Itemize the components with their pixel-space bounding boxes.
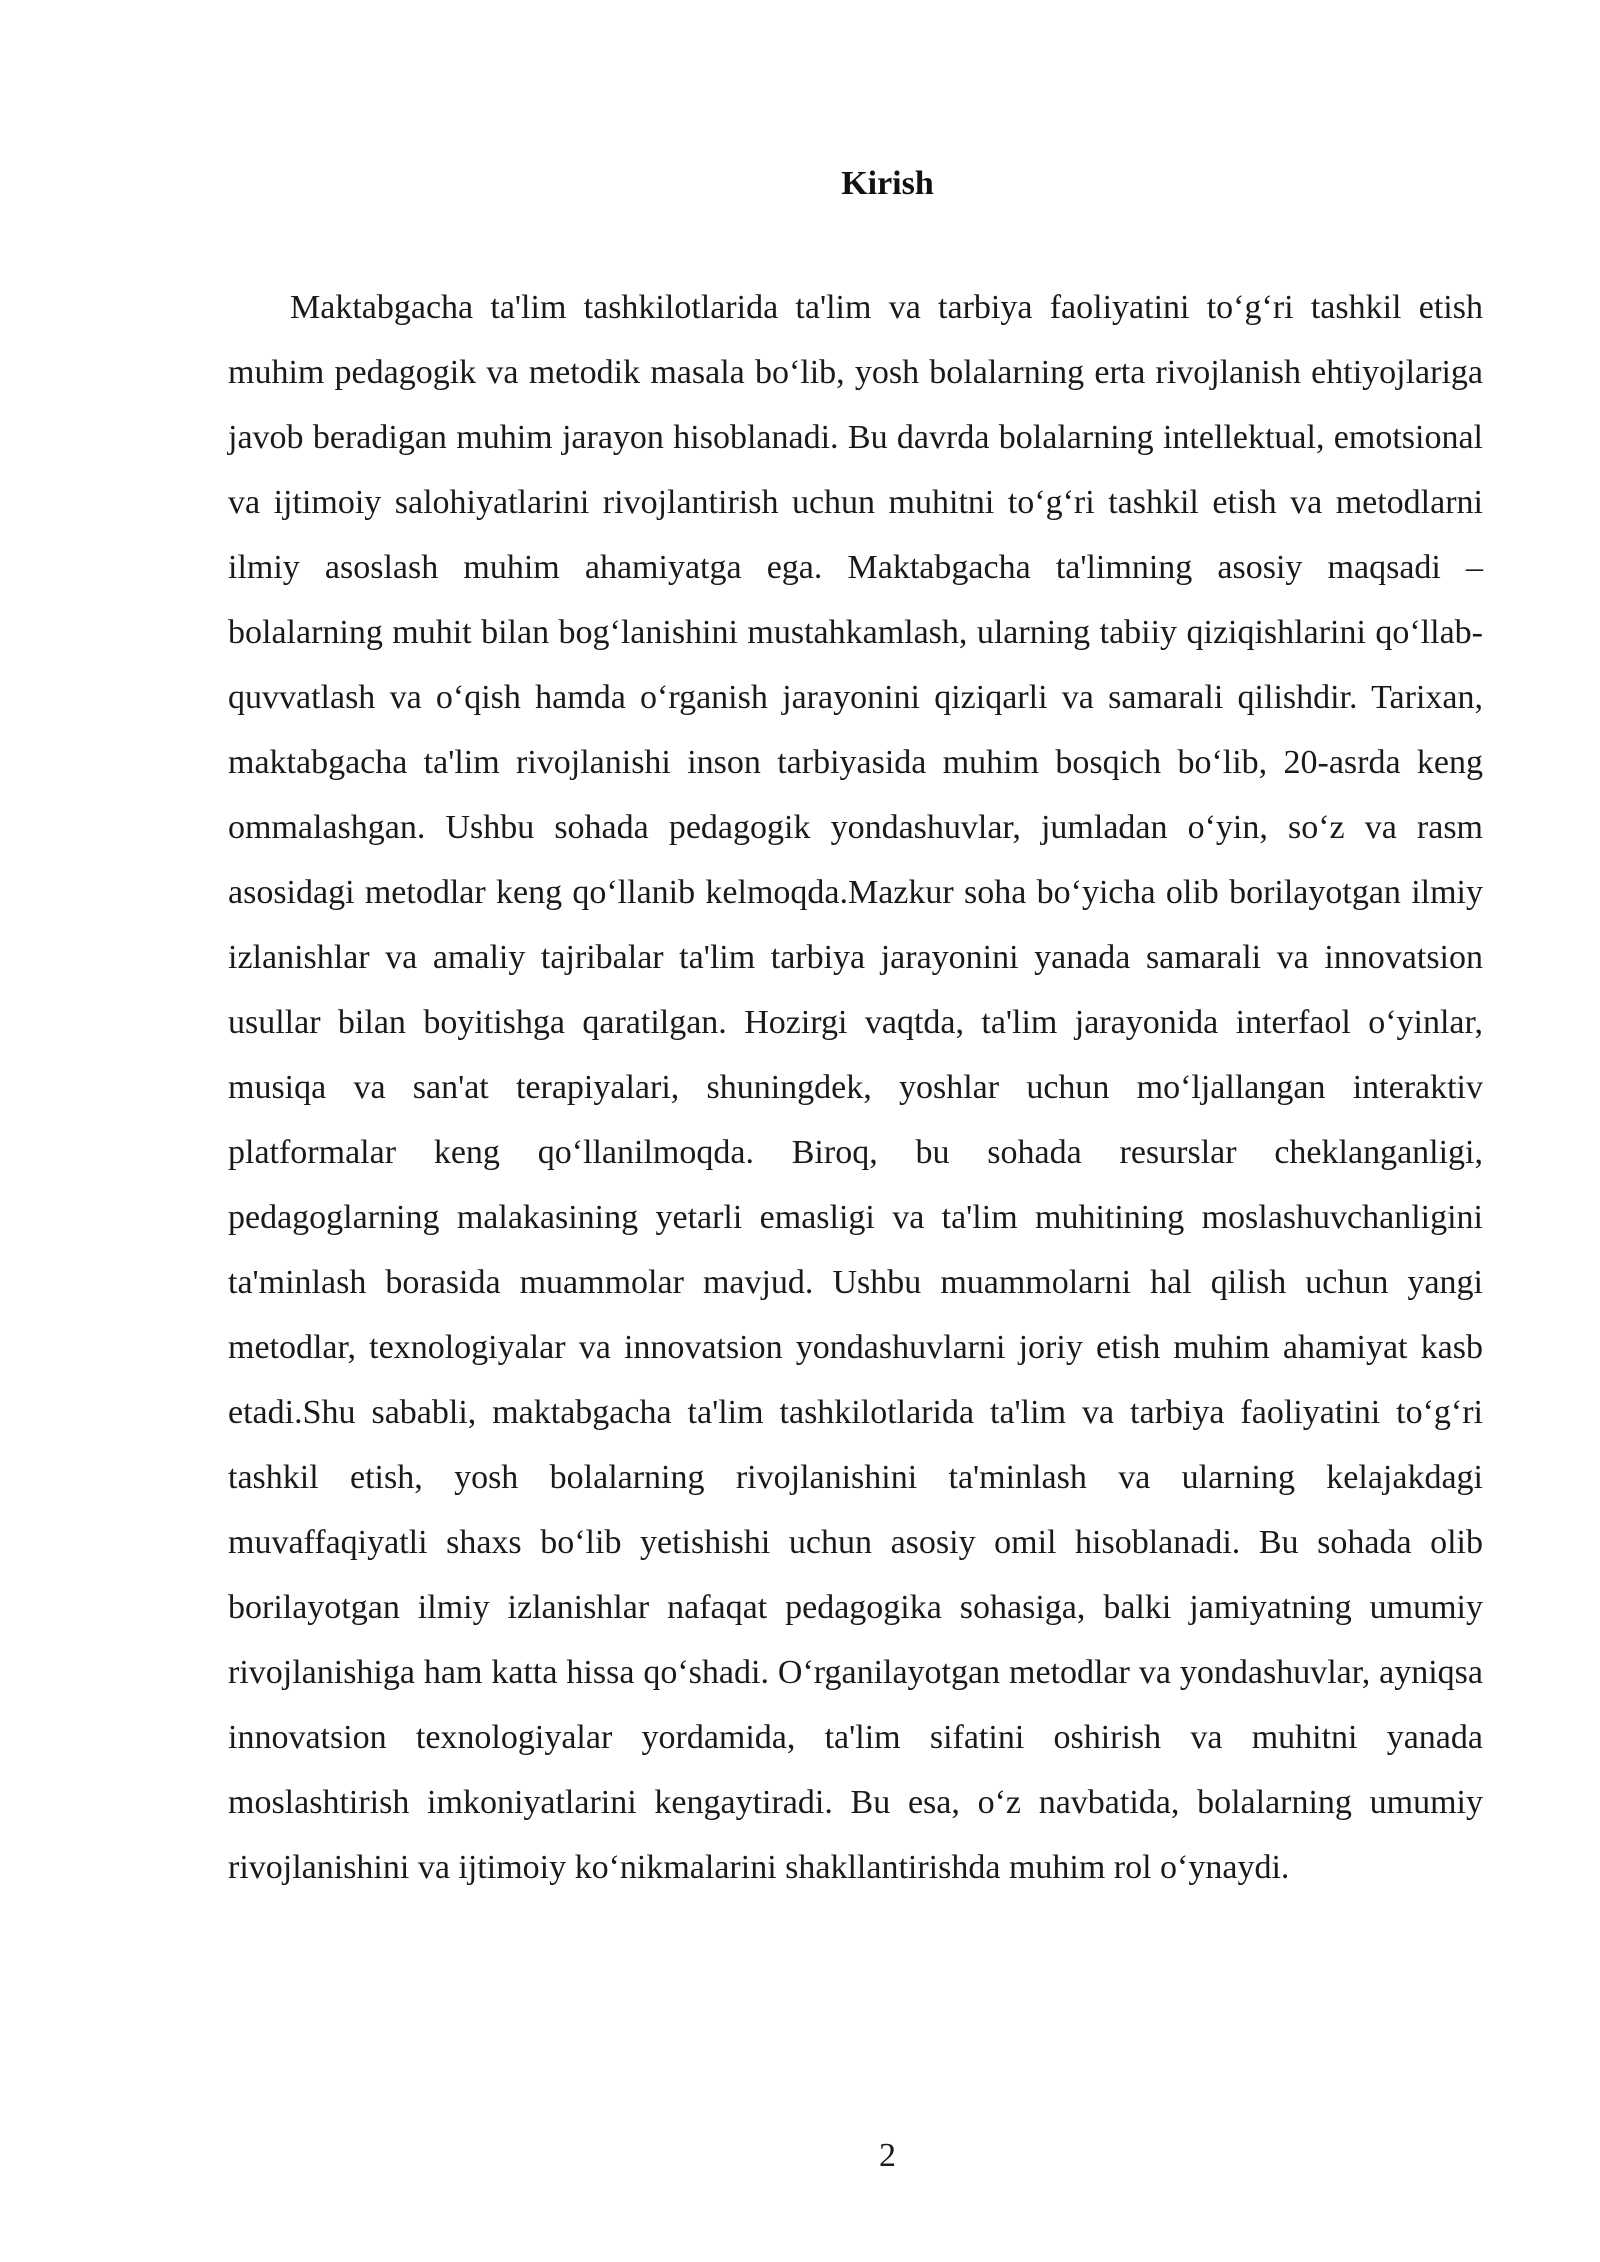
section-heading: Kirish [841,165,934,202]
page-number: 2 [879,2137,896,2174]
body-paragraph: Maktabgacha ta'lim tashkilotlarida ta'lim va tarbiya faoliyatini to‘g‘ri tashkil etish muhim pedagogik va metodik masala bo‘lib, yosh bolalarning erta rivojlanish ehtiyojlariga javob beradigan muhim jarayon hisoblanadi. Bu davrda bolalarning intellektual, emotsional va ijtimoiy salohiyatlarini rivojlantirish uchun muhitni to‘g‘ri tashkil etish va metodlarni ilmiy asoslash muhim ahamiyatga ega. Maktabgacha ta'limning asosiy maqsadi – bolalarning muhit bilan bog‘lanishini mustahkamlash, ularning tabiiy qiziqishlarini qo‘llab-quvvatlash va o‘qish hamda o‘rganish jarayonini qiziqarli va samarali qilishdir. Tarixan, maktabgacha ta'lim rivojlanishi inson tarbiyasida muhim bosqich bo‘lib, 20-asrda keng ommalashgan. Ushbu sohada pedagogik yondashuvlar, jumladan o‘yin, so‘z va rasm asosidagi metodlar keng qo‘llanib kelmoqda.Mazkur soha bo‘yicha olib borilayotgan ilmiy izlanishlar va amaliy tajribalar ta'lim tarbiya jarayonini yanada samarali va innovatsion usullar bilan boyitishga qaratilgan. Hozirgi vaqtda, ta'lim jarayonida interfaol o‘yinlar, musiqa va san'at terapiyalari, shuningdek, yoshlar uchun mo‘ljallangan interaktiv platformalar keng qo‘llanilmoqda. Biroq, bu sohada resurslar cheklanganligi, pedagoglarning malakasining yetarli emasligi va ta'lim muhitining moslashuvchanligini ta'minlash borasida muammolar mavjud. Ushbu muammolarni hal qilish uchun yangi metodlar, texnologiyalar va innovatsion yondashuvlarni joriy etish muhim ahamiyat kasb etadi.Shu sababli, maktabgacha ta'lim tashkilotlarida ta'lim va tarbiya faoliyatini to‘g‘ri tashkil etish, yosh bolalarning rivojlanishini ta'minlash va ularning kelajakdagi muvaffaqiyatli shaxs bo‘lib yetishishi uchun asosiy omil hisoblanadi. Bu sohada olib borilayotgan ilmiy izlanishlar nafaqat pedagogika sohasiga, balki jamiyatning umumiy rivojlanishiga ham katta hissa qo‘shadi. O‘rganilayotgan metodlar va yondashuvlar, ayniqsa innovatsion texnologiyalar yordamida, ta'lim sifatini oshirish va muhitni yanada moslashtirish imkoniyatlarini kengaytiradi. Bu esa, o‘z navbatida, bolalarning umumiy rivojlanishini va ijtimoiy ko‘nikmalarini shakllantirishda muhim rol o‘ynaydi. [228,289,1483,1886]
